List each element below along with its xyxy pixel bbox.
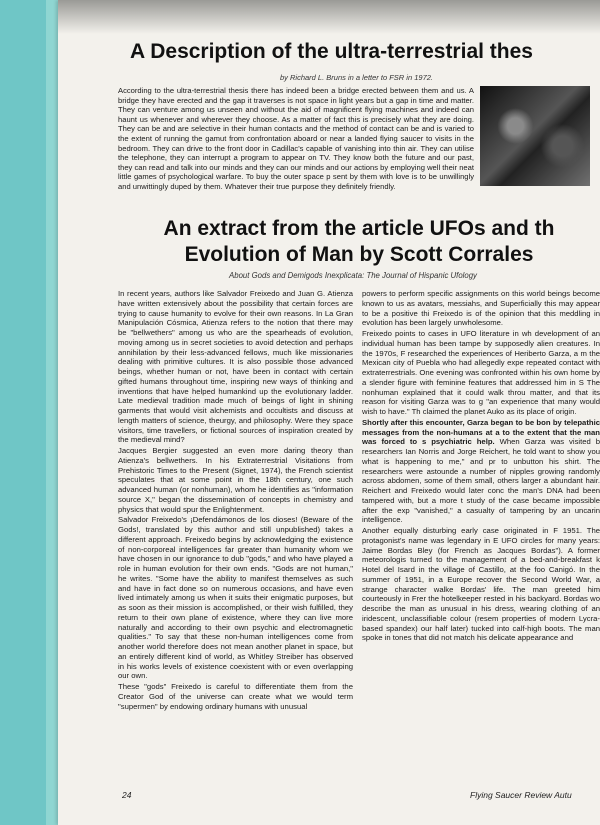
right-paragraph-4: Another equally disturbing early case originated in F 1951. The protagonist's name was legendary in E UFO circles for many years: Jaime Bordas Bley (for French as Jacques Bordas"). A former meteorologis turned to the management of a bed-and-breakfast k Hotel del Isard in the village of Castillo, at the foo Canigó. In the summer of 1951, in a Europe recover the Second World War, a strange character walke Bordas' life. The man greeted him courteously in Frer the hotelkeeper rested in his backyard. Bordas wo describe the man as unusual in his dress, wearing clothing of an iridescent, unclassifiable colour (resem properties of modern Lycra-based spandex) our half later) tucked into calf-high boots. The man spoke in tones that did not match his delicate appearance and (362, 526, 600, 643)
article1-byline: by Richard L. Bruns in a letter to FSR in 1972. (280, 73, 433, 82)
right-paragraph-1: powers to perform specific assignments on this world beings become known to us as avatars, messiahs, and Superficially this may appear to be a positive thi Freixedo is of the opinion that this meddling in evolution has been largely unwholesome. (362, 289, 600, 328)
left-paragraph-2: Jacques Bergier suggested an even more daring theory than Atienza's bellwethers. In his Extraterrestrial Visitations from Prehistoric Times to the Present (Signet, 1974), the French scientist speculates that at some point in the 18th century, one such advanced human (or nonhuman), whom he identifies as "information source X," began the dissemination of concepts in chemistry and physics that would spur the Enlightenment. (118, 446, 353, 514)
left-column (118, 289, 353, 769)
page-number: 24 (122, 790, 132, 800)
right-paragraph-3-bold: Shortly after this encounter, Garza began to be bon by telepathic messages from the non-humans at a to the extent that the man was forced to s psychiatric help. (362, 417, 600, 447)
right-column (362, 289, 600, 769)
scan-shadow (58, 0, 600, 34)
article1-body-block (118, 86, 590, 210)
article2-title-line2: Evolution of Man by Scott Corrales (184, 243, 534, 266)
left-paragraph-1: In recent years, authors like Salvador Freixedo and Juan G. Atienza have written extensively about the possibility that certain forces are trying to cause humanity to evolve for their own reasons. In La Gran Manipulación Cósmica, Atienza refers to the notion that there may be "bellwethers" among us who are the spearheads of evolution, moving among us in secret societies to avoid detection and perhaps annihilation by their less-advanced fellows, much like missionaries dealing with primitive cultures. It is also possible those advanced beings, whether human or not, have been in contact with certain gifted humans throughout time, inspiring new ways of thinking and inventions that have helped humankind up the evolutionary ladder. Late medieval tradition made much of beings of light in shining garments that would visit alchemists and occultists and discuss at length matters of science, theurgy, and philosophy. Were they space visitors, time travellers, or fictional sources of inspiration created by the medieval mind? (118, 289, 353, 445)
article1-title: A Description of the ultra-terrestrial thes (130, 40, 533, 63)
right-paragraph-2: Freixedo points to cases in UFO literature in wh development of an individual human has been tampe by supposedly alien creatures. In the 1970s, F researched the experiences of Heriberto Garza, a m the Mexican city of Puebla who had allegedly expe repeated contact with extraterrestrials. One evening was confronted within his own home by a slender figure with feminine features that addressed him in S The nonhuman explained that it could walk throu matter, and that its reason for visiting Garza was to g "an experience that many would wish to have." Th claimed the planet Auko as its place of origin. (362, 329, 600, 416)
article1-body: According to the ultra-terrestrial thesis there has indeed been a bridge erected between them and us. A bridge they have erected and the gap it traverses is not space in light years but a gap in time and matter. They can venture among us unseen and without the aid of magnificent flying machines and indeed can haunt us whenever and wherever they choose. As a matter of fact this is precisely what they are doing. They can be and are selective in their human contacts and the method of contact can be and is varied to the extent of running the gamut from confrontation aboard or near a landed flying saucer to visits in the bedroom. They can drive to the front door in Cadillac's capable of vanishing into thin air. They can utilise the telephone, they can interrupt a program to appear on TV. They know both the future and our past, they can read and talk into our minds and they can our minds and our actions by employing well their neat little games of psychological warfare. To buy the outer space p sent by them with love is to be unwillingly and unwittingly duped by them. Whatever their true purpose they definitely friendly. (118, 86, 474, 191)
magazine-name: Flying Saucer Review Autu (470, 790, 572, 800)
ufo-photo (480, 86, 590, 186)
right-paragraph-3 (362, 418, 600, 525)
right-paragraph-3-rest: When Garza was visited b researchers Ian Norris and Jorge Reichert, he told want to show you what is happening to me," and pr to unbutton his shirt. The researchers were astounde a number of nipples growing randomly across abdomen, some of them small, others larger a abundant hair. Reichert and Freixedo would later conc the man's DNA had been tampered with, but a more t study of the case became impossible after the exp "vanished," a casualty of tampering by an uncarin intelligence. (362, 437, 600, 525)
article2-subtitle: About Gods and Demigods Inexplicata: The Journal of Hispanic Ufology (229, 271, 477, 280)
left-paragraph-4: These "gods" Freixedo is careful to differentiate them from the Creator God of the universe can create what we would term "supermen" by endowing ordinary humans with unusual (118, 682, 353, 711)
article2-title-line1: An extract from the article UFOs and th (163, 217, 555, 240)
left-paragraph-3: Salvador Freixedo's ¡Defendámonos de los dioses! (Beware of the Gods!, translated by this author and still unpublished) takes a different approach. Freixedo begins by acknowledging the existence of non-corporeal intelligences far greater than humanity whom we have chosen in our ignorance to dub "gods," and who have played a role in human evolution for their own ends. "Gods are not human," he writes. "Some have the ability to manifest themselves as such and have in fact done so on numerous occasions, and have even lived intimately among us when it suits their enigmatic purposes, but as soon as their mission is accomplished, or their wish fulfilled, they return to their own plane of existence, where they can live more naturally and according to their own psychic and electromagnetic qualities." To say that these non-human intelligences come from another world therefore does not mean another planet in space, but an entirely different kind of world, as Whitley Streiber has observed in his works levels of existence coexistent with or even overlapping our own. (118, 515, 353, 681)
